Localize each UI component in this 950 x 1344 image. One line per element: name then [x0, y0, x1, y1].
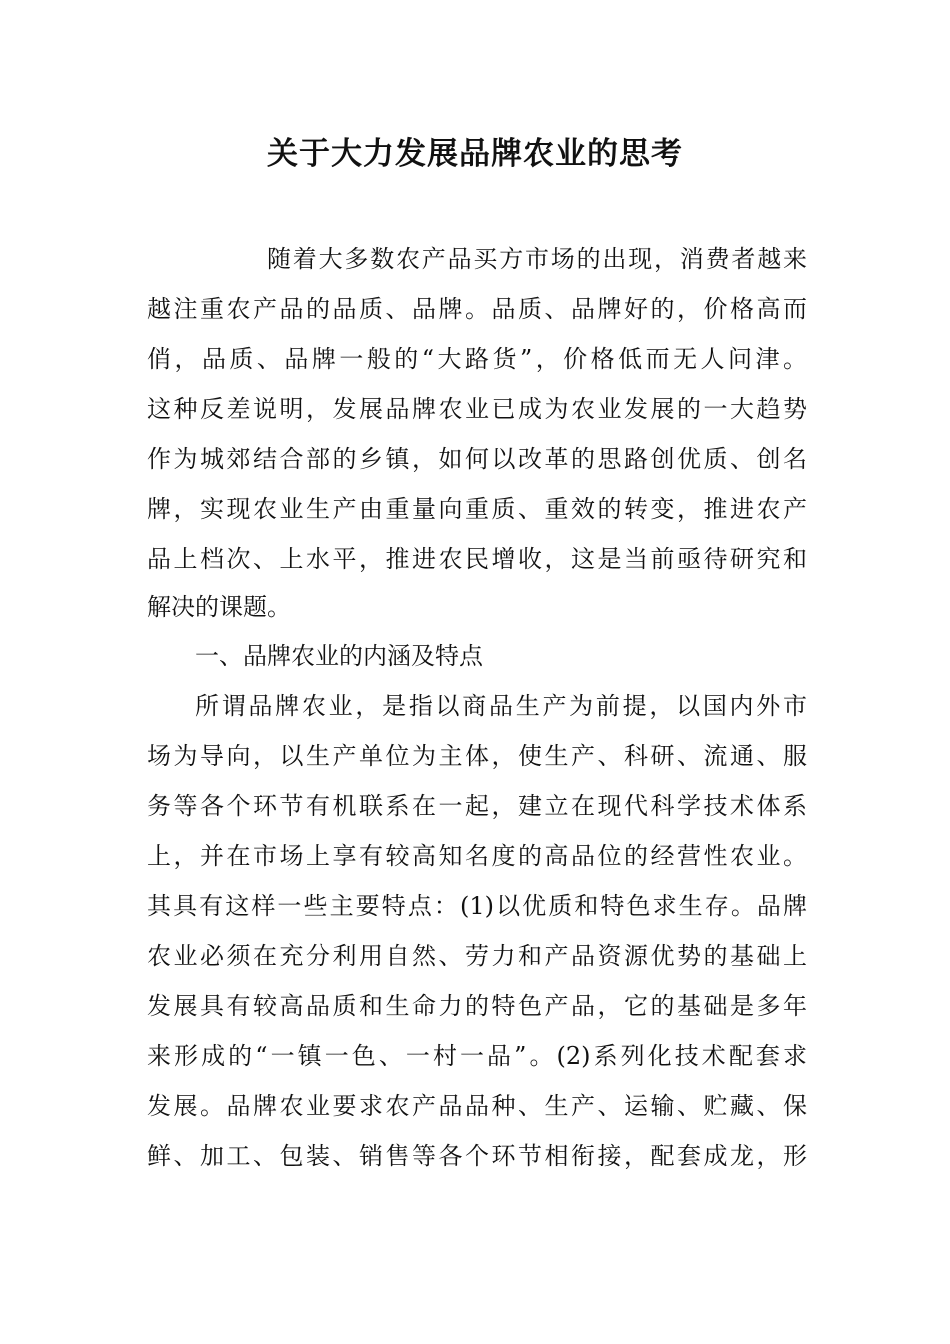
paragraph-2-line-4: 上，并在市场上享有较高知名度的高品位的经营性农业。 — [147, 842, 807, 870]
paragraph-1-line-7: 品上档次、上水平，推进农民增收，这是当前亟待研究和 — [147, 545, 807, 573]
paragraph-1-line-8: 解决的课题。 — [147, 593, 291, 621]
paragraph-1-line-5: 作为城郊结合部的乡镇，如何以改革的思路创优质、创名 — [147, 445, 807, 473]
paragraph-2-line-9: 发展。品牌农业要求农产品品种、生产、运输、贮藏、保 — [147, 1092, 807, 1120]
paragraph-2-line-5: 其具有这样一些主要特点：(1)以优质和特色求生存。品牌 — [147, 892, 807, 920]
section-heading: 一、品牌农业的内涵及特点 — [195, 642, 483, 670]
paragraph-2-line-2: 场为导向，以生产单位为主体，使生产、科研、流通、服 — [147, 742, 807, 770]
paragraph-2-line-10: 鲜、加工、包装、销售等各个环节相衔接，配套成龙，形 — [147, 1142, 807, 1170]
paragraph-2-line-1: 所谓品牌农业，是指以商品生产为前提，以国内外市 — [195, 692, 807, 720]
paragraph-2-line-3: 务等各个环节有机联系在一起，建立在现代科学技术体系 — [147, 792, 807, 820]
paragraph-1-line-2: 越注重农产品的品质、品牌。品质、品牌好的，价格高而 — [147, 295, 807, 323]
paragraph-2-line-7: 发展具有较高品质和生命力的特色产品，它的基础是多年 — [147, 992, 807, 1020]
paragraph-1-line-4: 这种反差说明，发展品牌农业已成为农业发展的一大趋势 — [147, 395, 807, 423]
paragraph-2-line-8: 来形成的“一镇一色、一村一品”。(2)系列化技术配套求 — [147, 1042, 807, 1070]
document-title: 关于大力发展品牌农业的思考 — [267, 136, 683, 172]
paragraph-2-line-6: 农业必须在充分利用自然、劳力和产品资源优势的基础上 — [147, 942, 807, 970]
paragraph-1-line-3: 俏，品质、品牌一般的“大路货”，价格低而无人问津。 — [147, 345, 807, 373]
paragraph-1-line-1: 随着大多数农产品买方市场的出现，消费者越来 — [267, 245, 807, 273]
paragraph-1-line-6: 牌，实现农业生产由重量向重质、重效的转变，推进农产 — [147, 495, 807, 523]
